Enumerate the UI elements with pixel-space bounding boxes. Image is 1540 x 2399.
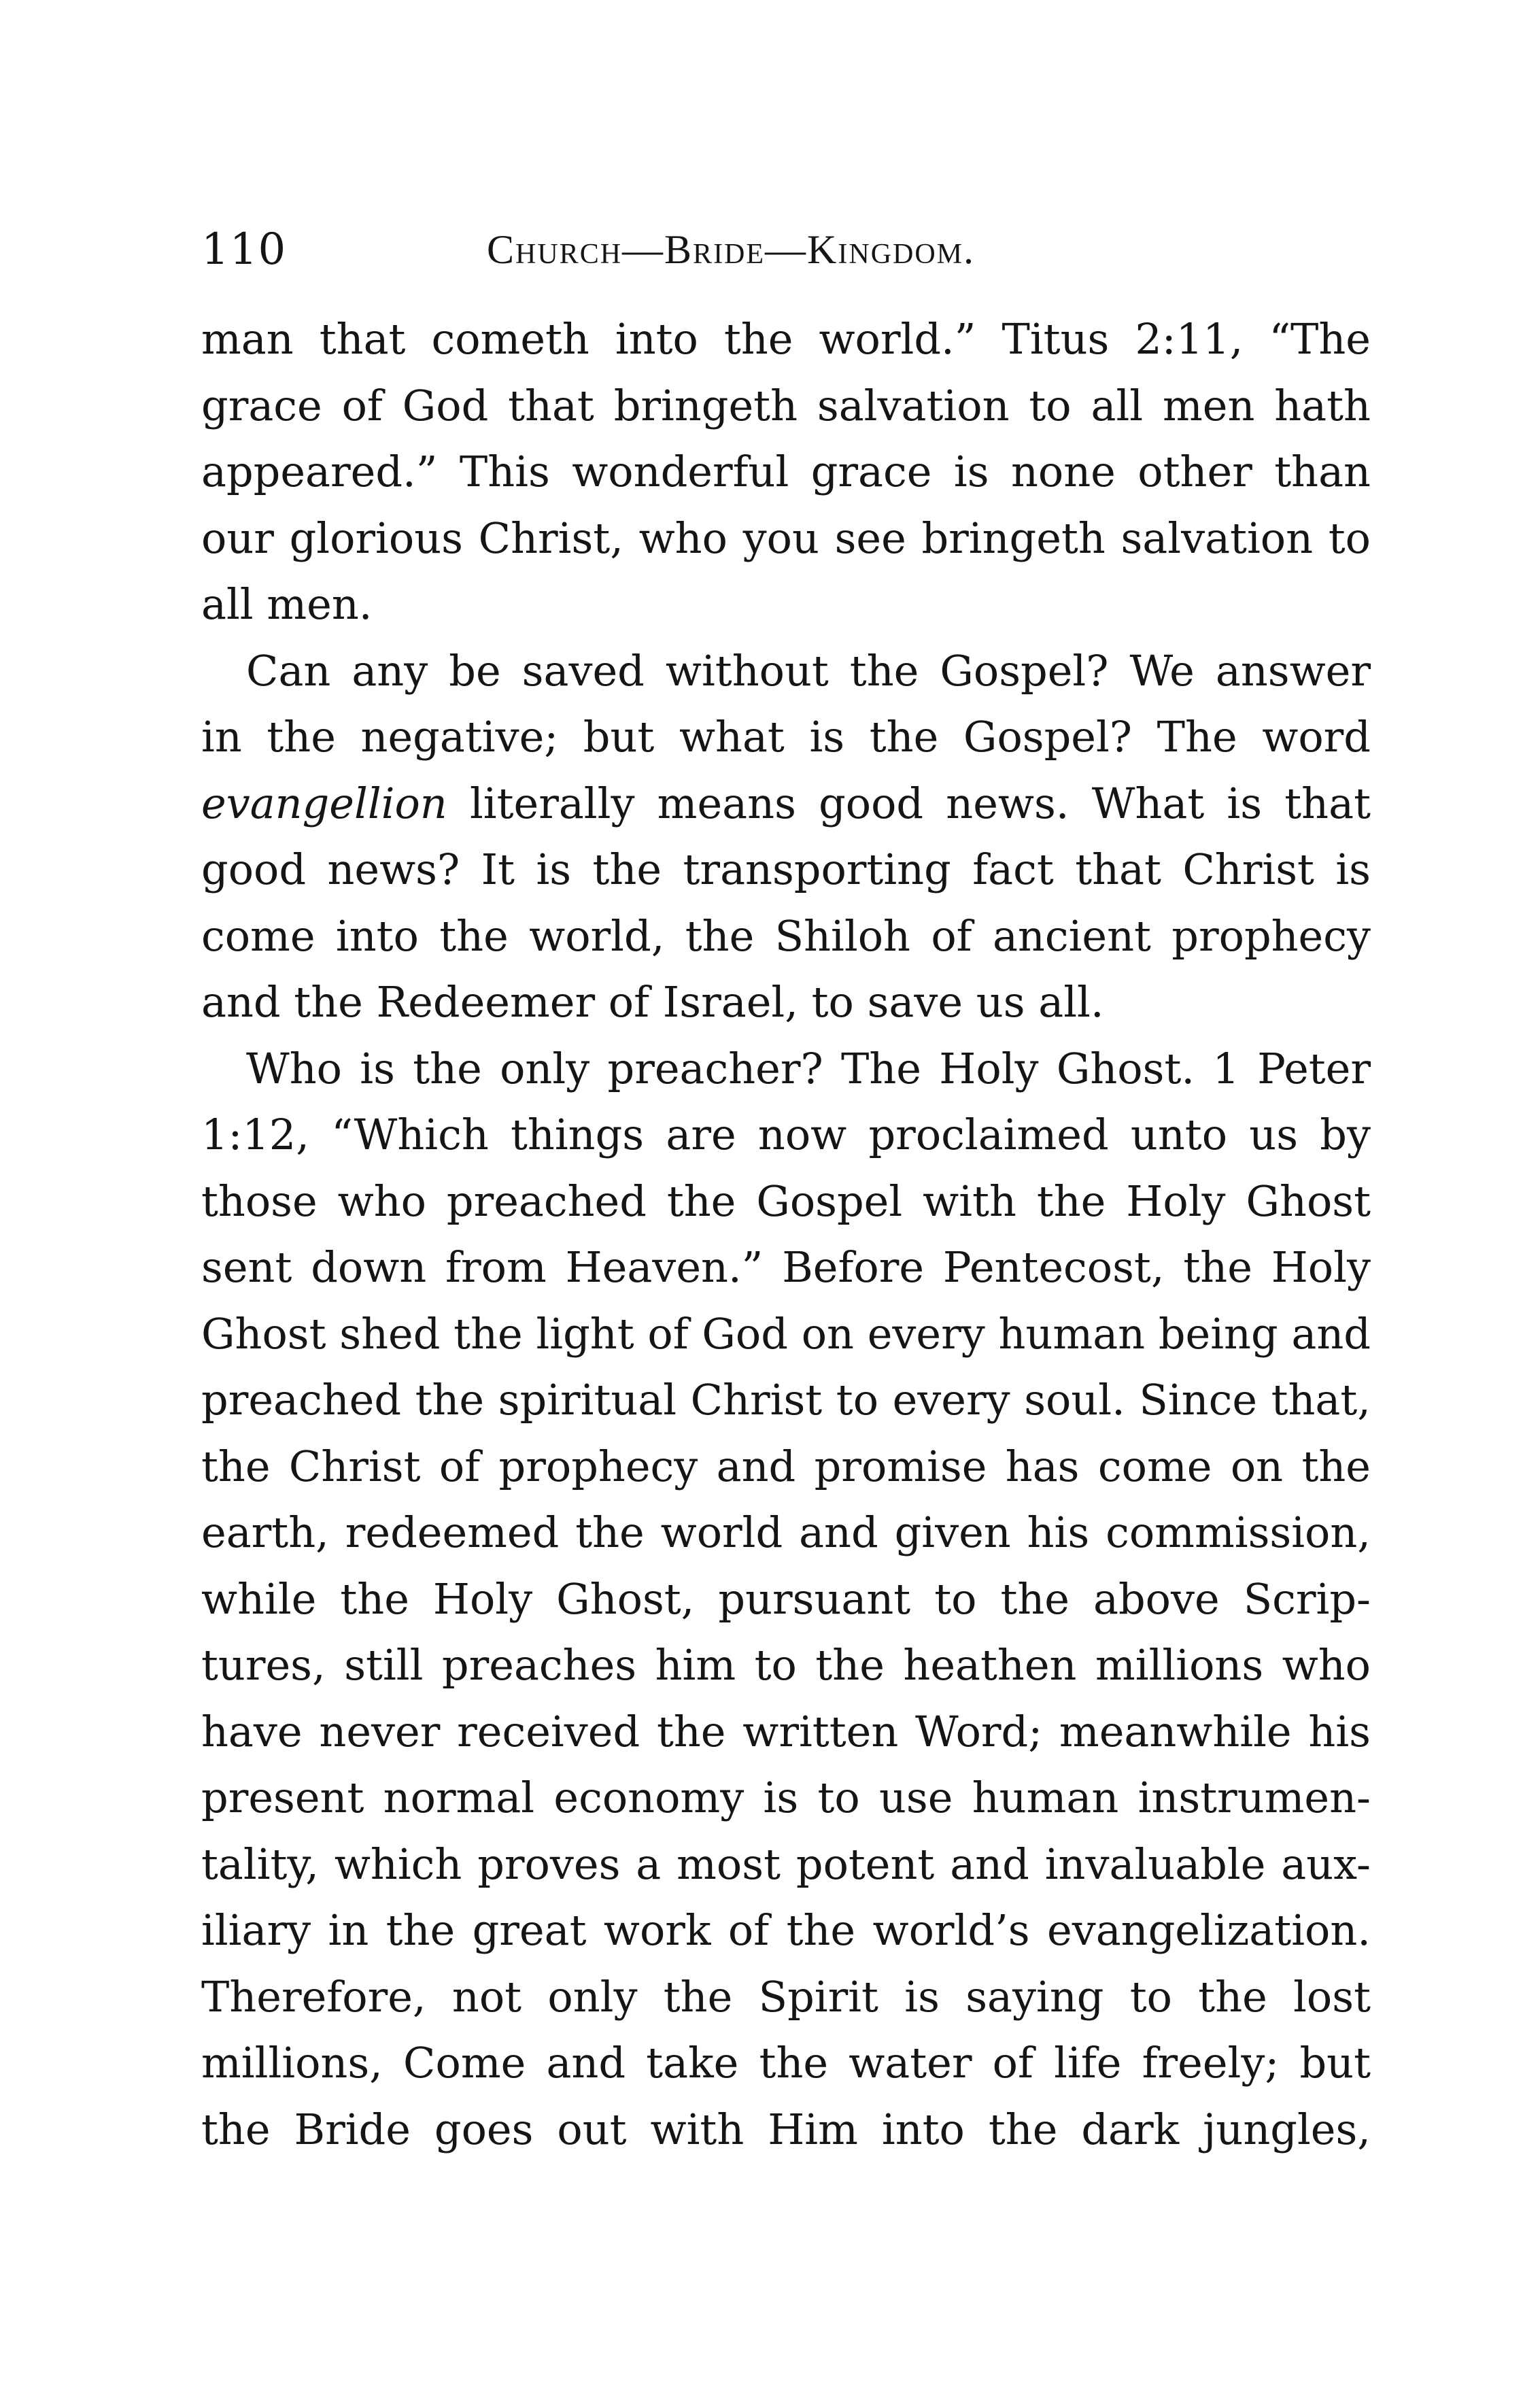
text-line: good news? It is the transporting fact that Christ is xyxy=(201,845,1371,894)
text-line: the Christ of prophecy and promise has come on the xyxy=(201,1441,1371,1491)
text-line: our glorious Christ, who you see bringeth salvation to xyxy=(201,513,1371,563)
text-line: Therefore, not only the Spirit is saying to the lost xyxy=(201,1971,1371,2022)
text-line: those who preached the Gospel with the Holy Ghost xyxy=(201,1176,1371,1226)
text-line: the Bride goes out with Him into the dark jungles, xyxy=(201,2104,1371,2154)
text-line-rest: literally means good news. What is that xyxy=(447,778,1371,828)
text-line: in the negative; but what is the Gospel? The word xyxy=(201,712,1371,762)
running-title: Church—Bride—Kingdom. xyxy=(487,227,976,272)
text-line: earth, redeemed the world and given his commission, xyxy=(201,1508,1371,1557)
text-line: Can any be saved without the Gospel? We answer xyxy=(246,645,1371,696)
text-line xyxy=(201,770,1371,837)
text-line: Ghost shed the light of God on every human being and xyxy=(201,1308,1371,1359)
text-line: iliary in the great work of the world’s evangelization. xyxy=(201,1905,1371,1955)
text-line: have never received the written Word; meanwhile his xyxy=(201,1706,1371,1756)
text-line: appeared.” This wonderful grace is none other than xyxy=(201,447,1371,496)
text-line: come into the world, the Shiloh of ancient prophecy xyxy=(201,911,1371,961)
text-line: present normal economy is to use human instrumen- xyxy=(201,1773,1371,1822)
text-line: man that cometh into the world.” Titus 2:11, “The xyxy=(201,314,1371,364)
body-text xyxy=(201,306,1371,2162)
text-line: while the Holy Ghost, pursuant to the above Scrip- xyxy=(201,1573,1371,1624)
text-line: tures, still preaches him to the heathen millions who xyxy=(201,1640,1371,1690)
text-line: grace of God that bringeth salvation to all men hath xyxy=(201,380,1371,430)
text-line: sent down from Heaven.” Before Pentecost, the Holy xyxy=(201,1242,1371,1292)
text-line: 1:12, “Which things are now proclaimed unto us by xyxy=(201,1110,1371,1159)
text-line: preached the spiritual Christ to every soul. Since that, xyxy=(201,1375,1371,1425)
italic-term: evangellion xyxy=(201,778,447,828)
text-line: tality, which proves a most potent and invaluable aux- xyxy=(201,1839,1371,1889)
text-line: all men. xyxy=(201,579,373,629)
text-line: Who is the only preacher? The Holy Ghost. 1 Peter xyxy=(246,1043,1371,1093)
running-head xyxy=(201,219,1371,280)
text-line: and the Redeemer of Israel, to save us all. xyxy=(201,977,1104,1027)
text-line: millions, Come and take the water of life freely; but xyxy=(201,2038,1371,2088)
page-number: 110 xyxy=(201,224,287,275)
